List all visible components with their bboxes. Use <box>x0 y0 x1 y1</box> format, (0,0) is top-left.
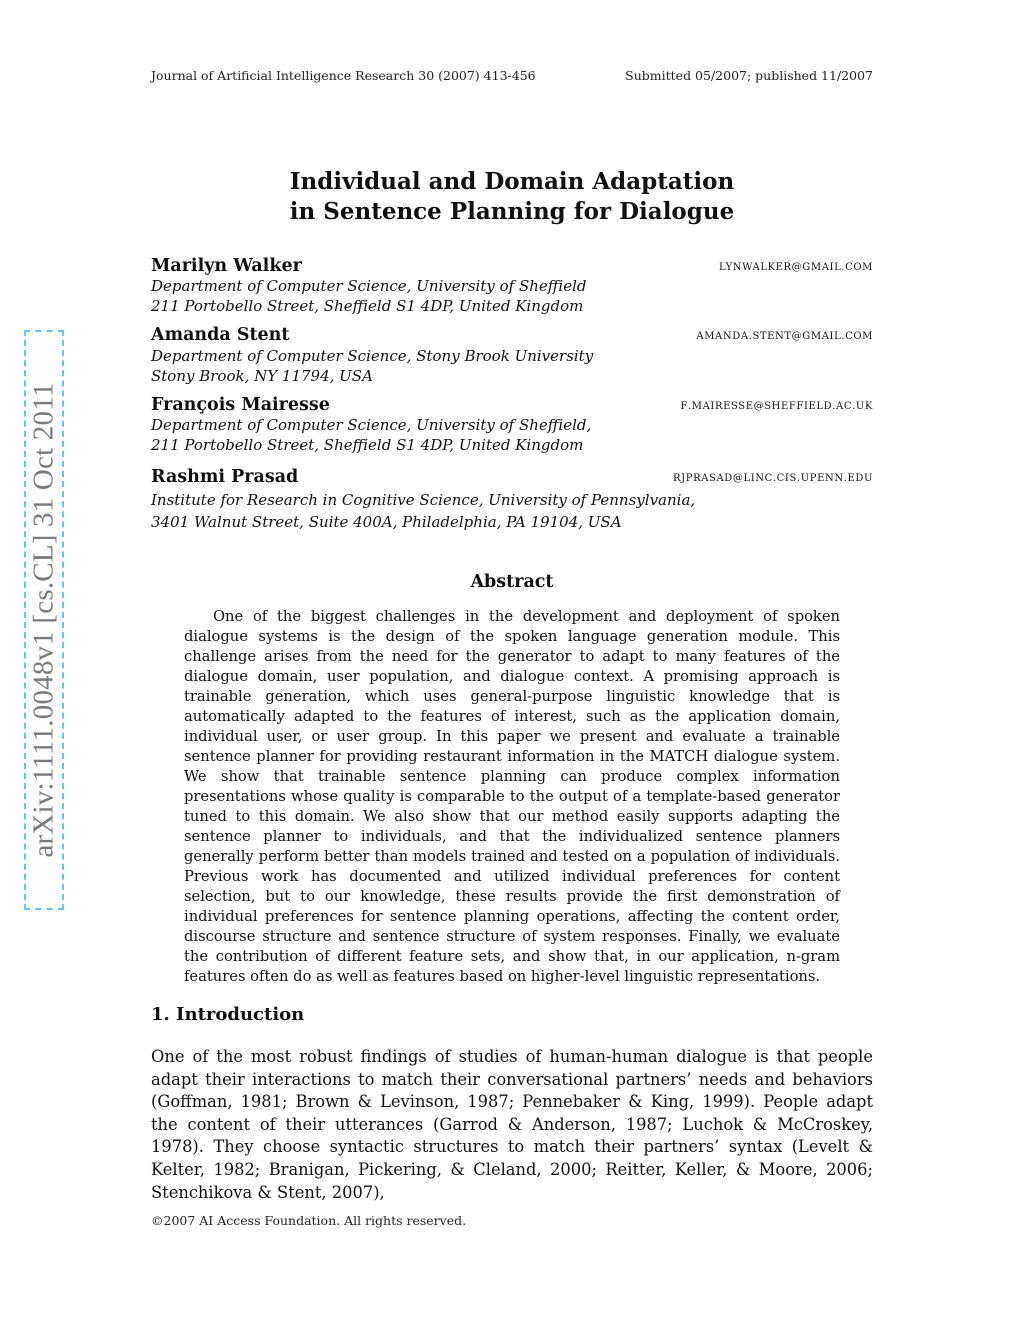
author-address: 3401 Walnut Street, Suite 400A, Philadelphia, PA 19104, USA <box>151 513 622 531</box>
author-affiliation: Department of Computer Science, University of Sheffield, <box>151 416 592 434</box>
author-email[interactable]: rjprasad@linc.cis.upenn.edu <box>673 469 873 485</box>
author-name: François Mairesse <box>151 395 330 415</box>
author-name: Marilyn Walker <box>151 256 302 276</box>
paper-title-line-2: in Sentence Planning for Dialogue <box>289 198 735 225</box>
abstract-text: One of the biggest challenges in the development and deployment of spoken dialogue systems is the design of the spoken language generation module. This challenge arises from the need for the generator to adapt to many features of the dialogue domain, user population, and dialogue context. A promising approach is trainable generation, which uses general-purpose linguistic knowledge that is automatically adapted to the features of interest, such as the application domain, individual user, or user group. In this paper we present and evaluate a trainable sentence planner for providing restaurant information in the MATCH dialogue system. We show that trainable sentence planning can produce complex information presentations whose quality is comparable to the output of a template-based generator tuned to this domain. We also show that our method easily supports adapting the sentence planner to individuals, and that the individualized sentence planners generally perform better than models trained and tested on a population of individuals. Previous work has documented and utilized individual preferences for content selection, but to our knowledge, these results provide the first demonstration of individual preferences for sentence planning operations, affecting the content order, discourse structure and sentence structure of system responses. Finally, we evaluate the contribution of different feature sets, and show that, in our application, n-gram features often do as well as features based on higher-level linguistic representations. <box>184 608 840 985</box>
journal-header: Journal of Artificial Intelligence Research 30 (2007) 413-456 <box>151 68 536 83</box>
author-affiliation: Department of Computer Science, University of Sheffield <box>151 277 587 295</box>
paper-title-line-1: Individual and Domain Adaptation <box>289 168 735 195</box>
author-address: Stony Brook, NY 11794, USA <box>151 367 373 385</box>
author-email[interactable]: amanda.stent@gmail.com <box>696 327 873 343</box>
author-address: 211 Portobello Street, Sheffield S1 4DP, United Kingdom <box>151 436 584 454</box>
arxiv-identifier: arXiv:1111.0048v1 [cs.CL] 31 Oct 2011 <box>27 382 60 858</box>
author-email[interactable]: lynwalker@gmail.com <box>718 258 873 274</box>
author-address: 211 Portobello Street, Sheffield S1 4DP, United Kingdom <box>151 297 584 315</box>
submission-dates: Submitted 05/2007; published 11/2007 <box>625 68 873 83</box>
author-email[interactable]: f.mairesse@sheffield.ac.uk <box>680 397 873 413</box>
section-heading: 1. Introduction <box>151 1004 305 1025</box>
copyright-notice: ©2007 AI Access Foundation. All rights reserved. <box>151 1213 467 1228</box>
author-name: Rashmi Prasad <box>151 467 299 487</box>
author-name: Amanda Stent <box>151 325 290 345</box>
arxiv-stamp[interactable] <box>24 330 64 910</box>
abstract-heading: Abstract <box>470 572 554 592</box>
introduction-text: One of the most robust findings of studies of human-human dialogue is that people adapt their interactions to match their conversational partners’ needs and behaviors (Goffman, 1981; Brown & Levinson, 1987; Pennebaker & King, 1999). People adapt the content of their utterances (Garrod & Anderson, 1987; Luchok & McCroskey, 1978). They choose syntactic structures to match their partners’ syntax (Levelt & Kelter, 1982; Branigan, Pickering, & Cleland, 2000; Reitter, Keller, & Moore, 2006; Stenchikova & Stent, 2007), <box>151 1047 873 1202</box>
author-affiliation: Department of Computer Science, Stony Brook University <box>151 347 594 365</box>
author-affiliation: Institute for Research in Cognitive Science, University of Pennsylvania, <box>151 491 696 509</box>
